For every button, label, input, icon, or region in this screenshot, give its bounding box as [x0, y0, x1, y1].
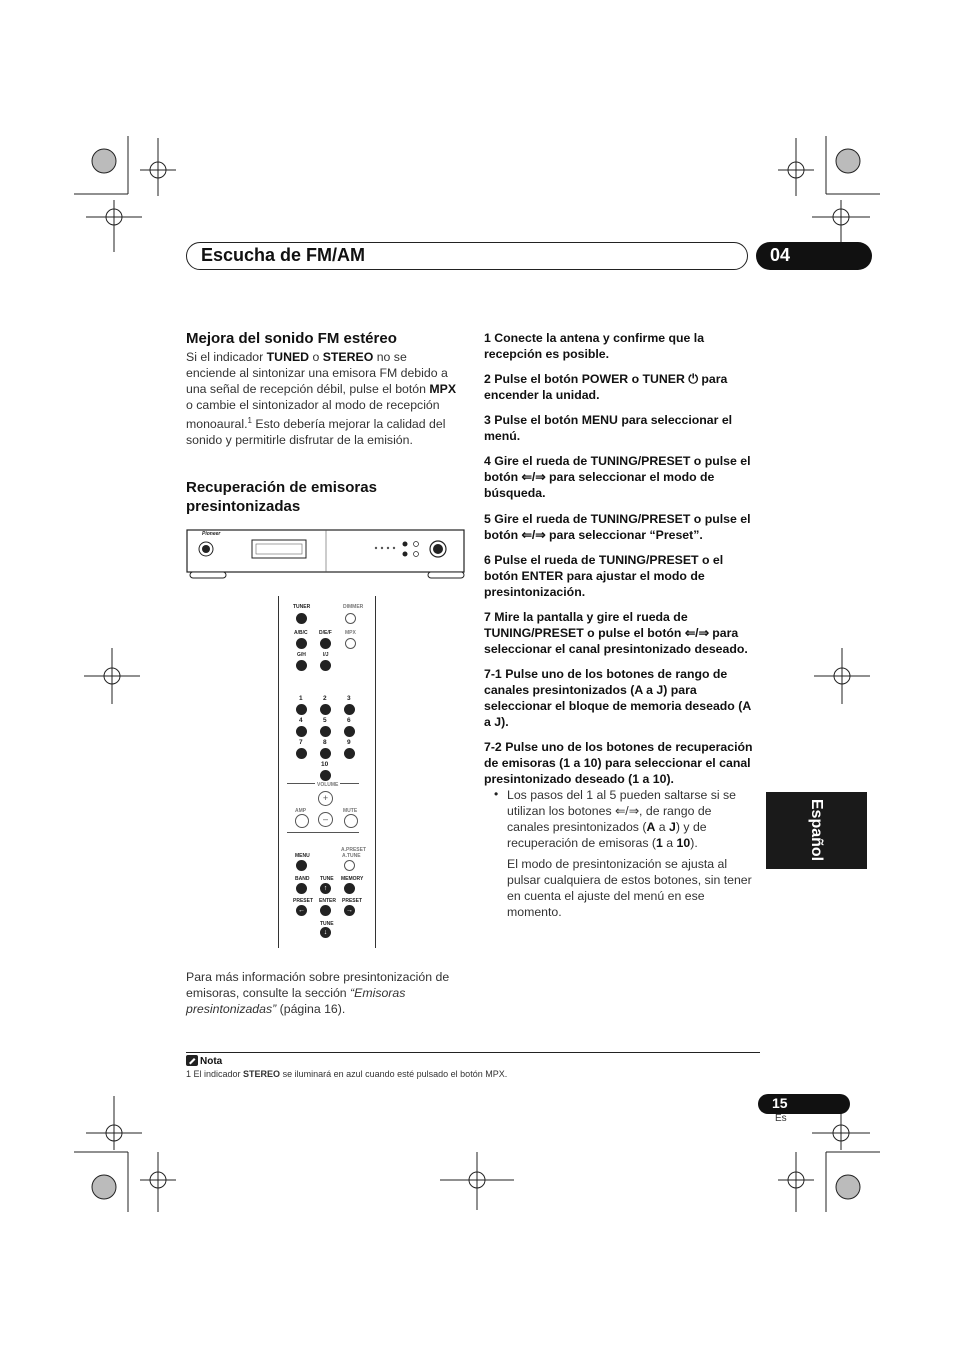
chapter-header — [186, 242, 748, 270]
step-2: 2 Pulse el botón POWER o TUNER ⏻ para encender la unidad. — [484, 372, 728, 402]
bullet-skip-steps: Los pasos del 1 al 5 pueden saltarse si se utilizan los botones ⇐/⇒, de rango de canales presintonizados (A a J) y de recuperación de emisoras (1 a 10). — [507, 788, 737, 850]
remote-num-7 — [296, 748, 307, 759]
up-arrow-icon: ↑ — [320, 883, 331, 894]
right-arrow-icon: → — [346, 907, 353, 914]
remote-menu-button — [296, 860, 307, 871]
remote-num-2 — [320, 704, 331, 715]
remote-volume-down: – — [318, 812, 333, 827]
remote-abc-button — [296, 638, 307, 649]
remote-mute-button — [344, 814, 358, 828]
remote-def-button — [320, 638, 331, 649]
remote-num-8 — [320, 748, 331, 759]
remote-num-3 — [344, 704, 355, 715]
remote-amp-power-icon — [295, 814, 309, 828]
chapter-number: 04 — [770, 245, 791, 265]
remote-volume-up: + — [318, 791, 333, 806]
step-7-1: 7-1 Pulse uno de los botones de rango de canales presintonizados (A a J) para seleccionar el bloque de memoria deseado (A a J). — [484, 667, 751, 729]
step-6: 6 Pulse el rueda de TUNING/PRESET o el botón ENTER para ajustar el modo de presintonización. — [484, 553, 724, 599]
step-7-2: 7-2 Pulse uno de los botones de recuperación de emisoras (1 a 10) para seleccionar el canal presintonizado deseado (1 a 10). — [484, 740, 753, 786]
remote-enter-button — [320, 905, 331, 916]
remote-tuner-power-button — [296, 613, 307, 624]
chapter-number-badge — [756, 242, 872, 270]
remote-num-1 — [296, 704, 307, 715]
language-code: Es — [775, 1113, 787, 1124]
remote-num-10 — [320, 770, 331, 781]
remote-gh-button — [296, 660, 307, 671]
stereo-indicator-label: STEREO — [322, 350, 374, 364]
footnote-ref: 1 — [247, 416, 252, 425]
step-5: 5 Gire el rueda de TUNING/PRESET o pulse el botón ⇐/⇒ para seleccionar “Preset”. — [484, 512, 751, 542]
chapter-title: Escucha de FM/AM — [201, 245, 366, 265]
language-tab-label: Español — [808, 798, 825, 862]
remote-dimmer-button — [345, 613, 356, 624]
more-info-paragraph: Para más información sobre presintonización de emisoras, consulte la sección “Emisoras presintonizadas” (página 16). — [186, 970, 450, 1016]
remote-mpx-button — [345, 638, 356, 649]
step-3: 3 Pulse el botón MENU para seleccionar el menú. — [484, 413, 733, 443]
page-number-badge — [758, 1094, 850, 1114]
remote-control-illustration: TUNER DIMMER A/B/C D/E/F MPX G/H I/J 1 2 3 4 5 6 7 8 9 10 VOLUME + AMP MUTE – A.PRESET A.TUNE MENU BAND TUNE MEMORY ↑ PRESET ENTER PRESET ← → TUNE ↓ — [278, 596, 376, 948]
mpx-button-label: MPX — [429, 382, 457, 396]
remote-num-9 — [344, 748, 355, 759]
device-brand-logo: Pioneer — [202, 531, 221, 537]
footer-rule — [186, 1052, 760, 1053]
bullet-followup-paragraph: El modo de presintonización se ajusta al pulsar cualquiera de estos botones, sin tener en cuenta el ajuste del menú en ese momento. — [507, 857, 752, 919]
footnote-1: 1 El indicador STEREO se iluminará en azul cuando esté pulsado el botón MPX. — [186, 1069, 508, 1079]
bullet-dot: • — [494, 787, 499, 801]
step-7: 7 Mire la pantalla y gire el rueda de TUNING/PRESET o pulse el botón ⇐/⇒ para seleccionar el canal presintonizado deseado. — [484, 610, 748, 656]
step-4: 4 Gire el rueda de TUNING/PRESET o pulse el botón ⇐/⇒ para seleccionar el modo de búsqueda. — [484, 454, 751, 500]
section-body-fm-stereo: Si el indicador TUNED o STEREO no se enciende al sintonizar una emisora FM debido a una señal de recepción débil, pulse el botón MPX o cambie el sintonizador al modo de recepción monoaural.$^1$ Esto debería mejorar la calidad del sonido y permitirle disfrutar de la emisión. — [186, 350, 457, 448]
remote-num-4 — [296, 726, 307, 737]
step-1: 1 Conecte la antena y confirme que la recepción es posible. — [484, 331, 705, 361]
remote-ij-button — [320, 660, 331, 671]
remote-apreset-button — [344, 860, 355, 871]
pencil-note-icon — [186, 1055, 198, 1066]
section-heading-presets: Recuperación de emisoras presintonizadas — [186, 479, 377, 515]
remote-num-6 — [344, 726, 355, 737]
tuned-indicator-label: TUNED — [266, 350, 310, 364]
language-tab — [766, 792, 867, 869]
tuner-front-panel-illustration — [186, 529, 466, 583]
remote-band-button — [296, 883, 307, 894]
left-arrow-icon: ← — [298, 907, 305, 914]
section-heading-fm-stereo: Mejora del sonido FM estéreo — [186, 330, 397, 347]
remote-memory-button — [344, 883, 355, 894]
note-heading: Nota — [186, 1055, 222, 1067]
remote-num-5 — [320, 726, 331, 737]
page-number: 15 — [772, 1095, 788, 1111]
down-arrow-icon: ↓ — [320, 927, 331, 938]
